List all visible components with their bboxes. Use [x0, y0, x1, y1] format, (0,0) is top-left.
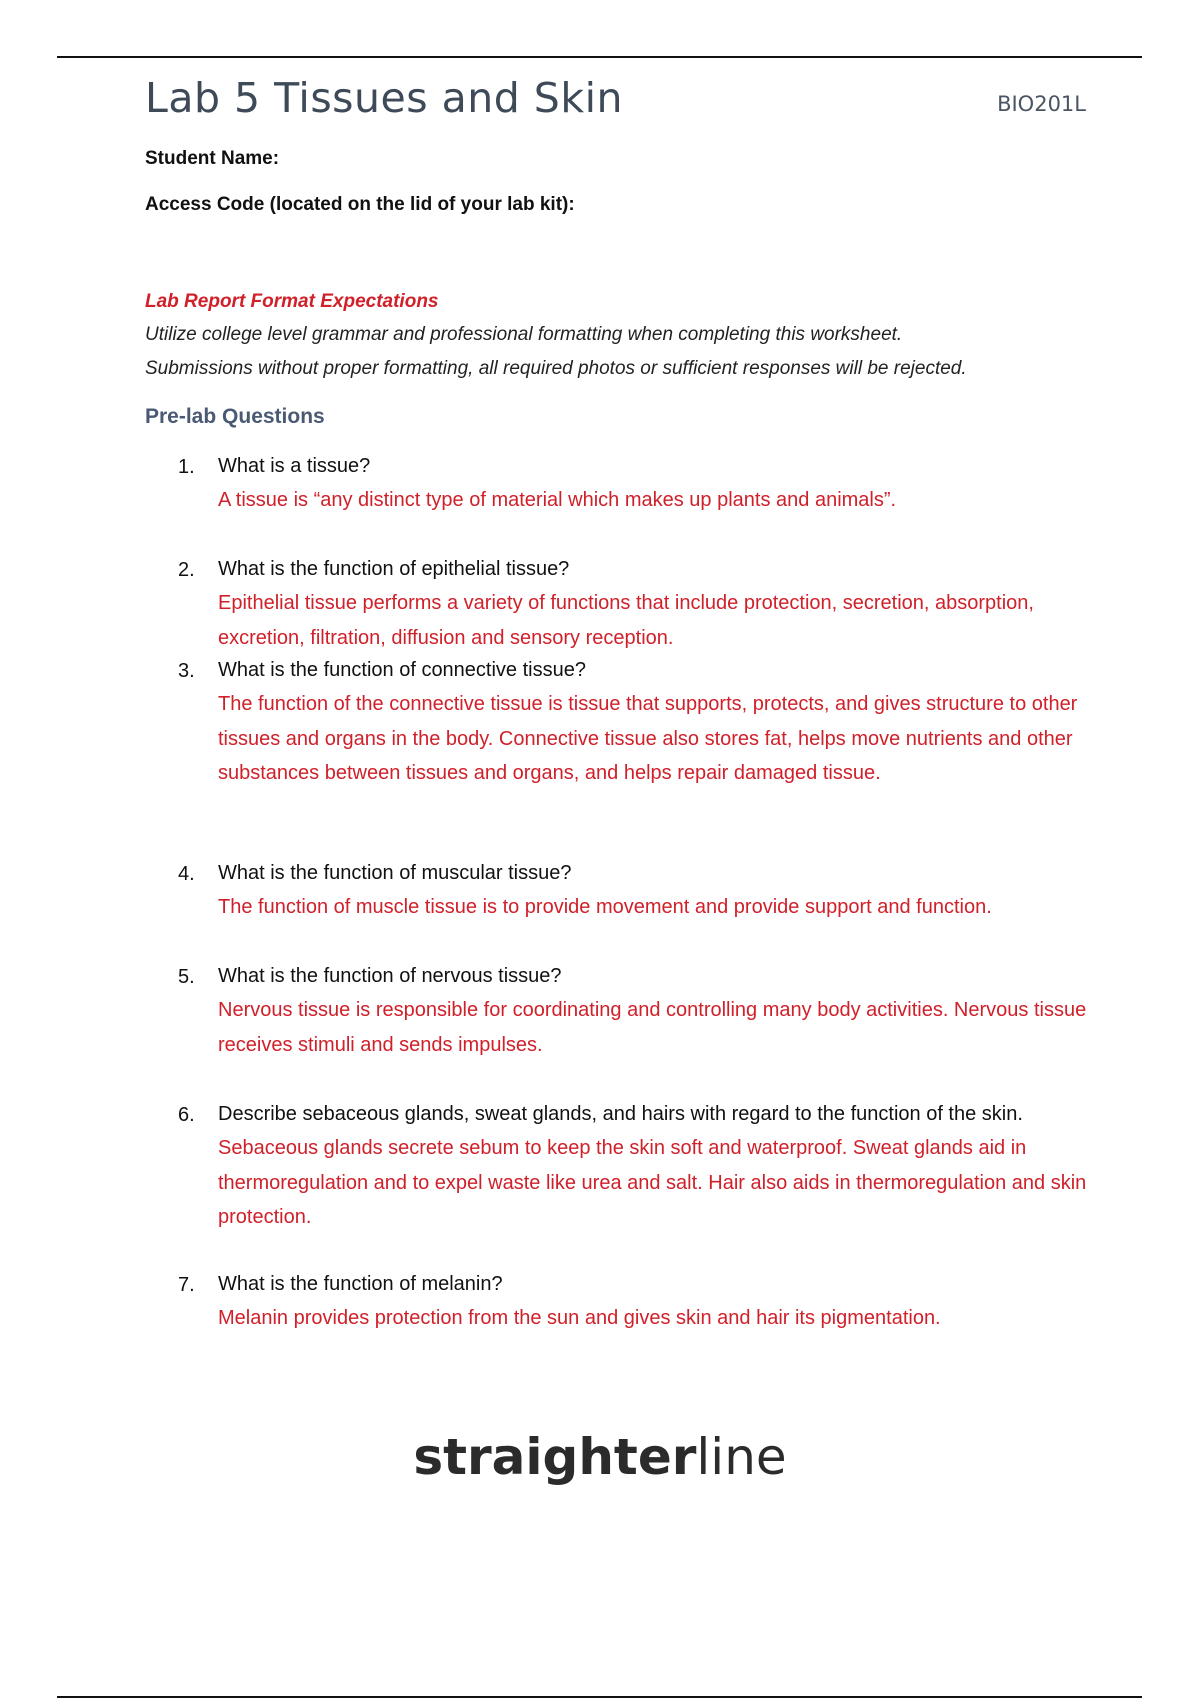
question-item [178, 1268, 1088, 1336]
question-item [178, 1098, 1088, 1235]
question-text: What is the function of connective tissue? [218, 659, 586, 681]
question-item [178, 654, 1088, 791]
question-text: What is the function of muscular tissue? [218, 862, 572, 884]
question-text: What is the function of nervous tissue? [218, 965, 562, 987]
answer-text: Sebaceous glands secrete sebum to keep the skin soft and waterproof. Sweat glands aid in thermoregulation and to expel waste like urea and salt. Hair also aids in thermoregulation and skin protection. [218, 1137, 1087, 1228]
question-text: Describe sebaceous glands, sweat glands, and hairs with regard to the function of the skin. [218, 1103, 1023, 1125]
question-number: 7. [178, 1274, 195, 1296]
question-text: What is the function of epithelial tissue? [218, 558, 570, 580]
question-item [178, 960, 1088, 1062]
question-item [178, 450, 1088, 518]
student-name-label: Student Name: [145, 148, 280, 169]
bottom-rule [57, 1696, 1142, 1698]
question-number: 2. [178, 559, 195, 581]
course-code: BIO201L [997, 92, 1086, 116]
question-number: 6. [178, 1104, 195, 1126]
question-number: 5. [178, 966, 195, 988]
question-item [178, 857, 1088, 925]
answer-text: The function of muscle tissue is to provide movement and provide support and function. [218, 896, 992, 918]
answer-text: A tissue is “any distinct type of material which makes up plants and animals”. [218, 489, 897, 511]
format-line: Utilize college level grammar and professional formatting when completing this worksheet. [145, 324, 903, 345]
question-number: 1. [178, 456, 195, 478]
answer-text: Epithelial tissue performs a variety of functions that include protection, secretion, absorption, excretion, filtration, diffusion and sensory reception. [218, 592, 1034, 649]
logo-bold-text: straighter [413, 1428, 697, 1486]
format-line: Submissions without proper formatting, all required photos or sufficient responses will be rejected. [145, 358, 967, 379]
page-title: Lab 5 Tissues and Skin [145, 74, 623, 122]
access-code-label: Access Code (located on the lid of your lab kit): [145, 194, 575, 215]
format-heading: Lab Report Format Expectations [145, 291, 439, 312]
prelab-heading: Pre-lab Questions [145, 405, 325, 428]
question-text: What is the function of melanin? [218, 1273, 503, 1295]
question-text: What is a tissue? [218, 455, 371, 477]
logo-light-text: line [696, 1428, 787, 1486]
straighterline-logo [0, 1428, 1200, 1486]
answer-text: Nervous tissue is responsible for coordinating and controlling many body activities. Nervous tissue receives stimuli and sends impulses. [218, 999, 1087, 1056]
question-number: 4. [178, 863, 195, 885]
answer-text: The function of the connective tissue is tissue that supports, protects, and gives structure to other tissues and organs in the body. Connective tissue also stores fat, helps move nutrients and other substances between tissues and organs, and helps repair damaged tissue. [218, 693, 1078, 784]
question-number: 3. [178, 660, 195, 682]
answer-text: Melanin provides protection from the sun and gives skin and hair its pigmentation. [218, 1307, 941, 1329]
question-item [178, 553, 1088, 655]
